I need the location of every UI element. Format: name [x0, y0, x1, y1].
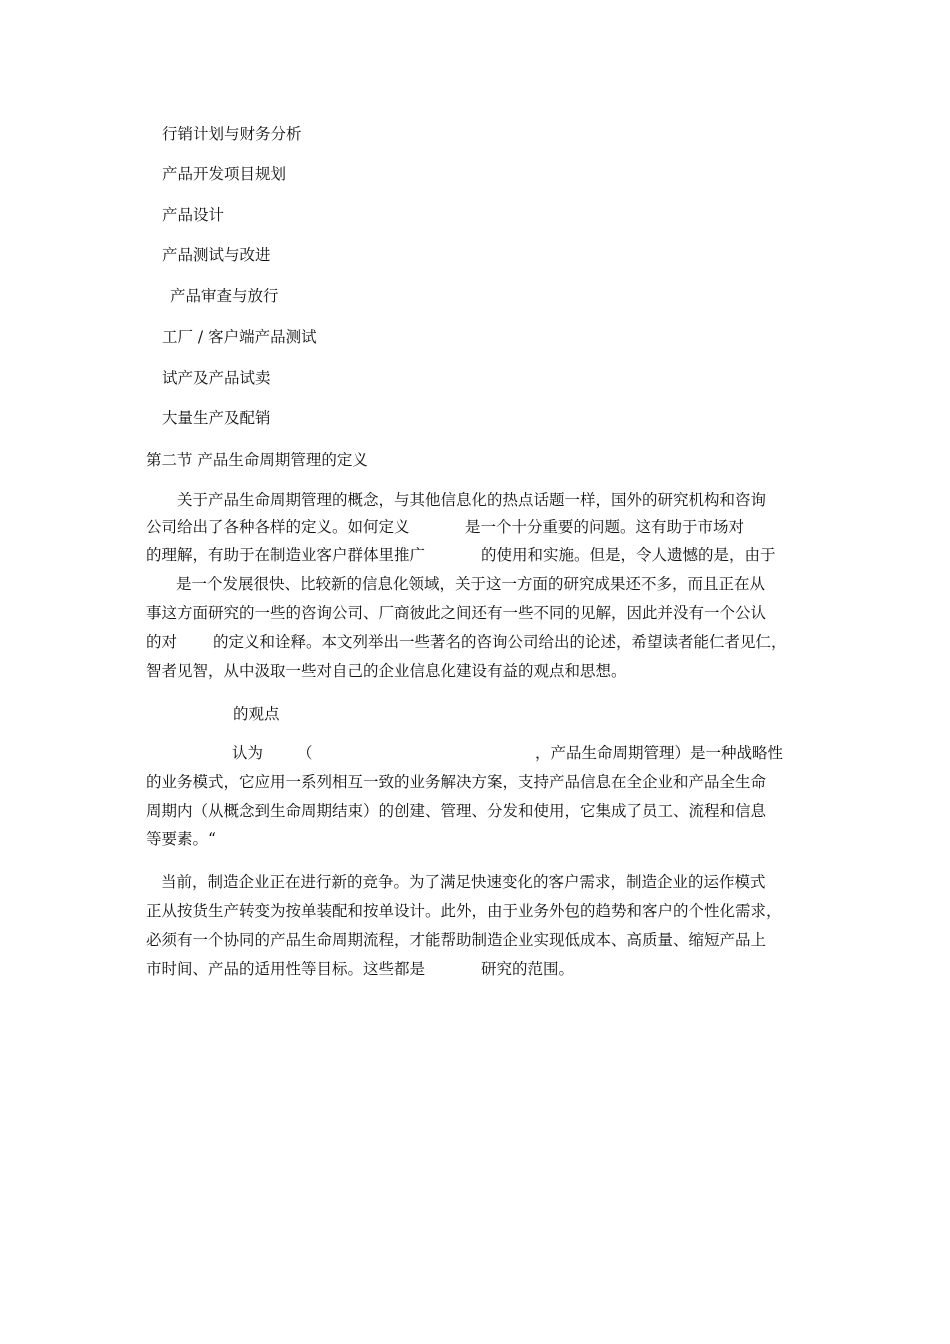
paragraph-line: 研究的范围。	[481, 960, 575, 978]
paragraph-line: 的使用和实施。但是，令人遗憾的是，由于	[481, 546, 776, 564]
list-item: 行销计划与财务分析	[162, 125, 302, 143]
paragraph-line: 关于产品生命周期管理的概念，与其他信息化的热点话题一样，国外的研究机构和咨询	[177, 491, 767, 509]
list-item: 工厂 / 客户端产品测试	[162, 328, 317, 346]
paragraph-line: 正从按货生产转变为按单装配和按单设计。此外，由于业务外包的趋势和客户的个性化需求，	[146, 902, 782, 920]
paragraph-line: 事这方面研究的一些的咨询公司、厂商彼此之间还有一些不同的见解，因此并没有一个公认	[146, 604, 767, 622]
paragraph-line: 市时间、产品的适用性等目标。这些都是	[146, 960, 426, 978]
paragraph-line: 周期内（从概念到生命周期结束）的创建、管理、分发和使用，它集成了员工、流程和信息	[146, 802, 767, 820]
paragraph-line: 的理解，有助于在制造业客户群体里推广	[146, 546, 426, 564]
paragraph-line: 的定义和诠释。本文列举出一些著名的咨询公司给出的论述，希望读者能仁者见仁，	[213, 633, 787, 651]
subheading-viewpoint: 的观点	[233, 705, 280, 723]
paragraph-line: （	[297, 744, 313, 762]
paragraph-line: ，产品生命周期管理）是一种战略性	[535, 744, 784, 762]
paragraph-line: 的业务模式，它应用一系列相互一致的业务解决方案，支持产品信息在全企业和产品全生命	[146, 773, 767, 791]
paragraph-line: 是一个十分重要的问题。这有助于市场对	[465, 518, 745, 536]
paragraph-line: 智者见智，从中汲取一些对自己的企业信息化建设有益的观点和思想。	[146, 662, 627, 680]
list-item: 产品设计	[162, 206, 225, 224]
paragraph-line: 必须有一个协同的产品生命周期流程，才能帮助制造企业实现低成本、高质量、缩短产品上	[146, 931, 767, 949]
list-item: 产品审查与放行	[170, 287, 279, 305]
list-item: 产品测试与改进	[162, 246, 271, 264]
list-item: 产品开发项目规划	[162, 165, 287, 183]
list-item: 试产及产品试卖	[162, 369, 271, 387]
section-heading: 第二节 产品生命周期管理的定义	[146, 451, 368, 469]
list-item: 大量生产及配销	[162, 409, 271, 427]
paragraph-line: 公司给出了各种各样的定义。如何定义	[146, 518, 410, 536]
paragraph-line: 认为	[232, 744, 264, 762]
paragraph-line: 是一个发展很快、比较新的信息化领域，关于这一方面的研究成果还不多，而且正在从	[176, 575, 766, 593]
paragraph-line: 等要素。“	[146, 830, 216, 848]
paragraph-line: 当前，制造企业正在进行新的竞争。为了满足快速变化的客户需求，制造企业的运作模式	[161, 873, 766, 891]
paragraph-line: 的对	[146, 633, 178, 651]
